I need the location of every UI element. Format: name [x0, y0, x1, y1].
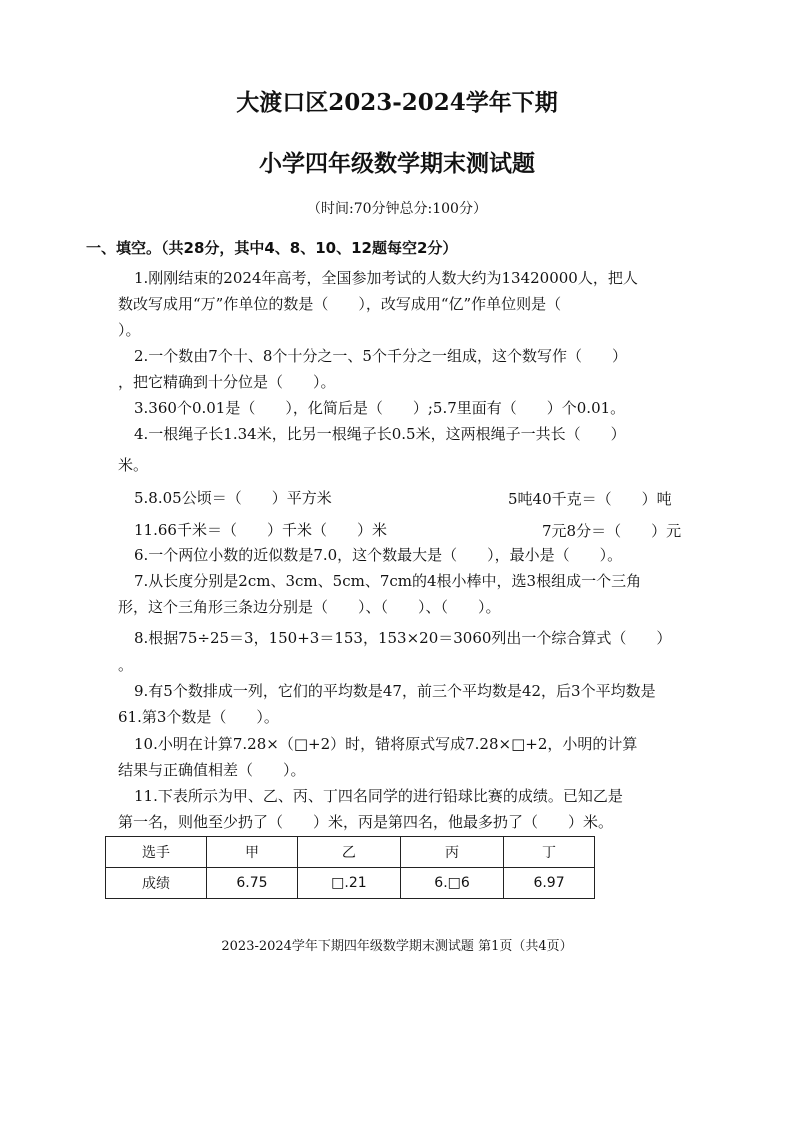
table-header-row: [106, 837, 595, 868]
table-header-cell: 丙: [400, 837, 503, 868]
question-5-left-2: 11.66千米＝（ ）千米（ ）米: [134, 521, 387, 539]
question-7-line-1: 7.从长度分别是2cm、3cm、5cm、7cm的4根小棒中，选3根组成一个三角: [134, 572, 642, 590]
question-4-line-2: 米。: [118, 456, 149, 474]
exam-time-info: （时间:70分钟总分:100分）: [307, 201, 487, 217]
question-11-line-1: 11.下表所示为甲、乙、丙、丁四名同学的进行铅球比赛的成绩。已知乙是: [134, 787, 623, 805]
question-2-line-1: 2.一个数由7个十、8个十分之一、5个千分之一组成，这个数写作（ ）: [134, 347, 627, 365]
question-8-line-1: 8.根据75÷25＝3，150+3＝153，153×20＝3060列出一个综合算式（ ）: [134, 629, 672, 647]
question-6-line: 6.一个两位小数的近似数是7.0，这个数最大是（ ），最小是（ ）。: [134, 546, 623, 564]
table-cell: 6.□6: [400, 868, 503, 899]
question-9-line-1: 9.有5个数排成一列，它们的平均数是47，前三个平均数是42，后3个平均数是: [134, 682, 656, 700]
table-header-cell: 甲: [207, 837, 298, 868]
question-7-line-2: 形，这个三角形三条边分别是（ ）、（ ）、（ ）。: [118, 598, 501, 616]
table-header-cell: 选手: [106, 837, 207, 868]
question-8-line-2: 。: [118, 656, 134, 674]
question-1-line-3: ）。: [118, 321, 141, 339]
question-10-line-1: 10.小明在计算7.28×（□+2）时，错将原式写成7.28×□+2，小明的计算: [134, 735, 638, 753]
question-1-line-1: 1.刚刚结束的2024年高考，全国参加考试的人数大约为13420000人，把人: [134, 269, 638, 287]
question-1-line-2: 数改写成用“万”作单位的数是（ ），改写成用“亿”作单位则是（: [118, 295, 562, 313]
table-header-cell: 乙: [297, 837, 400, 868]
exam-title-line2: 小学四年级数学期末测试题: [259, 150, 535, 177]
question-5-right-2: 7元8分＝（ ）元: [542, 522, 682, 540]
question-4-line-1: 4.一根绳子长1.34米，比另一根绳子长0.5米，这两根绳子一共长（ ）: [134, 425, 626, 443]
question-9-line-2: 61.第3个数是（ ）。: [118, 708, 279, 726]
table-header-cell: 丁: [504, 837, 595, 868]
question-10-line-2: 结果与正确值相差（ ）。: [118, 761, 306, 779]
score-table: [105, 836, 595, 899]
page-footer: 2023-2024学年下期四年级数学期末测试题 第1页（共4页）: [221, 939, 573, 954]
question-5-left-1: 5.8.05公顷＝（ ）平方米: [134, 489, 332, 507]
exam-title-line1: 大渡口区2023-2024学年下期: [236, 89, 558, 116]
section-heading: 一、填空。（共28分，其中4、8、10、12题每空2分）: [86, 239, 458, 257]
question-11-line-2: 第一名，则他至少扔了（ ）米，丙是第四名，他最多扔了（ ）米。: [118, 813, 614, 831]
question-3-line: 3.360个0.01是（ ），化简后是（ ）;5.7里面有（ ）个0.01。: [134, 399, 626, 417]
table-cell: □.21: [297, 868, 400, 899]
table-cell: 6.75: [207, 868, 298, 899]
table-row: [106, 868, 595, 899]
question-2-line-2: ，把它精确到十分位是（ ）。: [118, 373, 336, 391]
question-5-right-1: 5吨40千克＝（ ）吨: [508, 490, 672, 508]
table-cell: 成绩: [106, 868, 207, 899]
table-cell: 6.97: [504, 868, 595, 899]
